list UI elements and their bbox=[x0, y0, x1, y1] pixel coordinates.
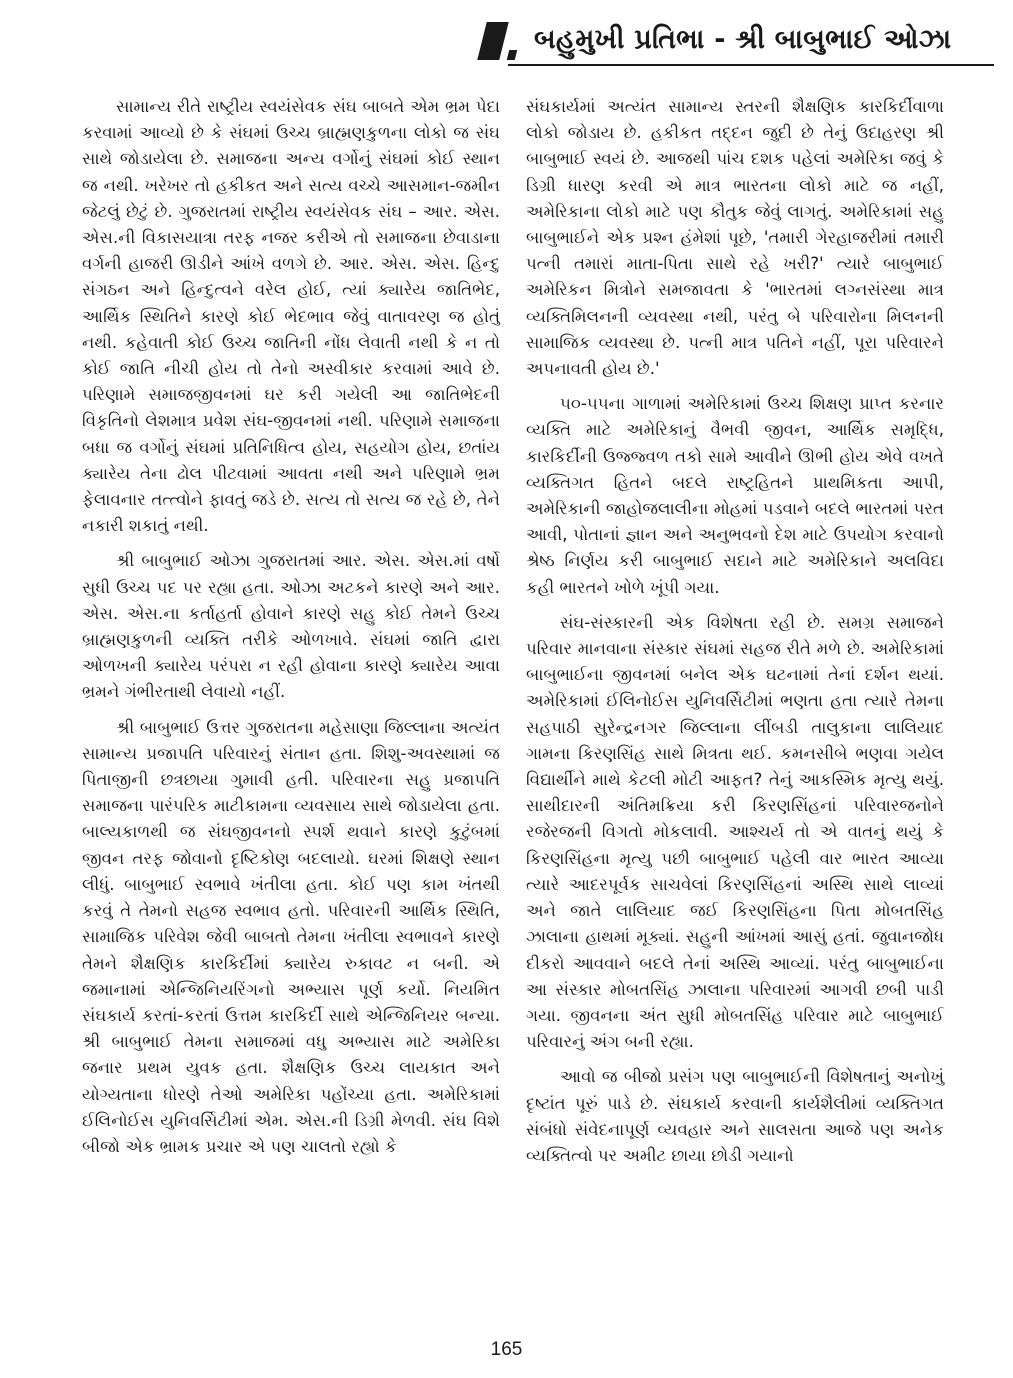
left-column bbox=[82, 94, 500, 1169]
paragraph: સંઘકાર્યમાં અત્યંત સામાન્ય સ્તરની શૈક્ષણિક કારકિર્દીવાળા લોકો જોડાય છે. હકીકત તદ્દન જુદી છે તેનું ઉદાહરણ શ્રી બાબુભાઈ સ્વયં છે. આજથી પાંચ દશક પહેલાં અમેરિકા જવું કે ડિગ્રી ધારણ કરવી એ માત્ર ભારતના લોકો માટે જ નહીં, અમેરિકાના લોકો માટે પણ કૌતુક જેવું લાગતું. અમેરિકામાં સહુ બાબુભાઈને એક પ્રશ્ન હંમેશાં પૂછે, 'તમારી ગેરહાજરીમાં તમારી પત્ની તમારાં માતા-પિતા સાથે રહે ખરી?' ત્યારે બાબુભાઈ અમેરિકન મિત્રોને સમજાવતા કે 'ભારતમાં લગ્નસંસ્થા માત્ર વ્યક્તિમિલનની વ્યવસ્થા નથી, પરંતુ બે પરિવારોના મિલનની સામાજિક વ્યવસ્થા છે. પત્ની માત્ર પતિને નહીં, પૂરા પરિવારને અપનાવતી હોય છે.' bbox=[526, 97, 944, 379]
paragraph: શ્રી બાબુભાઈ ઉત્તર ગુજરાતના મહેસાણા જિલ્લાના અત્યંત સામાન્ય પ્રજાપતિ પરિવારનું સંતાન હતા. શિશુ-અવસ્થામાં જ પિતાજીની છત્રછાયા ગુમાવી હતી. પરિવારના સહુ પ્રજાપતિ સમાજના પારંપરિક માટીકામના વ્યવસાય સાથે જોડાયેલા હતા. બાલ્યકાળથી જ સંઘજીવનનો સ્પર્શ થવાને કારણે કુટુંબમાં જીવન તરફ જોવાનો દૃષ્ટિકોણ બદલાયો. ઘરમાં શિક્ષણે સ્થાન લીધું. બાબુભાઈ સ્વભાવે ખંતીલા હતા. કોઈ પણ કામ ખંતથી કરવું તે તેમનો સહજ સ્વભાવ હતો. પરિવારની આર્થિક સ્થિતિ, સામાજિક પરિવેશ જેવી બાબતો તેમના ખંતીલા સ્વભાવને કારણે તેમને શૈક્ષણિક કારકિર્દીમાં ક્યારેય રુકાવટ ન બની. એ જમાનામાં એન્જિનિયરિંગનો અભ્યાસ પૂર્ણ કર્યો. નિયમિત સંઘકાર્ય કરતાં-કરતાં ઉત્તમ કારકિર્દી સાથે એન્જિનિયર બન્યા. શ્રી બાબુભાઈ તેમના સમાજમાં વધુ અભ્યાસ માટે અમેરિકા જનાર પ્રથમ યુવક હતા. શૈક્ષણિક ઉચ્ચ લાયકાત અને યોગ્યતાના ધોરણે તેઓ અમેરિકા પહોંચ્યા હતા. અમેરિકામાં ઈલિનોઈસ યુનિવર્સિટીમાં એમ. એસ.ની ડિગ્રી મેળવી. સંઘ વિશે બીજો એક ભ્રામક પ્રચાર એ પણ ચાલતો રહ્યો કે bbox=[82, 717, 500, 1156]
header-bar-mark-small bbox=[507, 50, 517, 60]
right-column bbox=[526, 94, 944, 1178]
running-header bbox=[478, 20, 998, 64]
paragraph: શ્રી બાબુભાઈ ઓઝા ગુજરાતમાં આર. એસ. એસ.માં વર્ષો સુધી ઉચ્ચ પદ પર રહ્યા હતા. ઓઝા અટકને કારણે અને આર. એસ. એસ.ના કર્તાહર્તા હોવાને કારણે સહુ કોઈ તેમને ઉચ્ચ બ્રાહ્મણકુળની વ્યક્તિ તરીકે ઓળખાવે. સંઘમાં જાતિ દ્વારા ઓળખની ક્યારેય પરંપરા ન રહી હોવાના કારણે ક્યારેય આવા ભ્રમને ગંભીરતાથી લેવાયો નહીં. bbox=[82, 551, 500, 702]
header-rule bbox=[508, 64, 994, 66]
header-bar-mark bbox=[477, 22, 508, 60]
paragraph: આવો જ બીજો પ્રસંગ પણ બાબુભાઈની વિશેષતાનું અનોખું દૃષ્ટાંત પૂરું પાડે છે. સંઘકાર્ય કરવાની કાર્યશૈલીમાં વ્યક્તિગત સંબંધો સંવેદનાપૂર્ણ વ્યવહાર અને સાલસતા આજે પણ અનેક વ્યક્તિત્વો પર અમીટ છાયા છોડી ગયાનો bbox=[526, 1067, 944, 1165]
paragraph: સામાન્ય રીતે રાષ્ટ્રીય સ્વયંસેવક સંઘ બાબતે એમ ભ્રમ પેદા કરવામાં આવ્યો છે કે સંઘમાં ઉચ્ચ બ્રાહ્મણકુળના લોકો જ સંઘ સાથે જોડાયેલા છે. સમાજના અન્ય વર્ગોનું સંઘમાં કોઈ સ્થાન જ નથી. ખરેખર તો હકીકત અને સત્ય વચ્ચે આસમાન-જમીન જેટલું છેટું છે. ગુજરાતમાં રાષ્ટ્રીય સ્વયંસેવક સંઘ – આર. એસ. એસ.ની વિકાસયાત્રા તરફ નજર કરીએ તો સમાજના છેવાડાના વર્ગની હાજરી ઊડીને આંખે વળગે છે. આર. એસ. એસ. હિન્દુ સંગઠન અને હિન્દુત્વને વરેલ હોઈ, ત્યાં ક્યારેય જાતિભેદ, આર્થિક સ્થિતિને કારણે કોઈ ભેદભાવ જેવું વાતાવરણ જ હોતું નથી. કહેવાતી કોઈ ઉચ્ચ જાતિની નોંધ લેવાતી નથી કે ન તો કોઈ જાતિ નીચી હોય તો તેનો અસ્વીકાર કરવામાં આવે છે. પરિણામે સમાજજીવનમાં ઘર કરી ગયેલી આ જાતિભેદની વિકૃતિનો લેશમાત્ર પ્રવેશ સંઘ-જીવનમાં નથી. પરિણામે સમાજના બધા જ વર્ગોનું સંઘમાં પ્રતિનિધિત્વ હોય, સહયોગ હોય, છતાંય ક્યારેય તેના ઢોલ પીટવામાં આવતા નથી અને પરિણામે ભ્રમ ફેલાવનાર તત્ત્વોને ફાવતું જડે છે. સત્ય તો સત્ય જ રહે છે, તેને નકારી શકાતું નથી. bbox=[82, 97, 500, 536]
paragraph: ૫૦-૫૫ના ગાળામાં અમેરિકામાં ઉચ્ચ શિક્ષણ પ્રાપ્ત કરનાર વ્યક્તિ માટે અમેરિકાનું વૈભવી જીવન, આર્થિક સમૃદ્ધિ, કારકિર્દીની ઉજ્જ્વળ તકો સામે આવીને ઊભી હોય એવે વખતે વ્યક્તિગત હિતને બદલે રાષ્ટ્રહિતને પ્રાથમિકતા આપી, અમેરિકાની જાહોજલાલીના મોહમાં પડવાને બદલે ભારતમાં પરત આવી, પોતાનાં જ્ઞાન અને અનુભવનો દેશ માટે ઉપયોગ કરવાનો શ્રેષ્ઠ નિર્ણય કરી બાબુભાઈ સદાને માટે અમેરિકાને અલવિદા કહી ભારતને ખોળે ખૂંપી ગયા. bbox=[526, 394, 944, 597]
header-title: બહુમુખી પ્રતિભા - શ્રી બાબુભાઈ ઓઝા bbox=[534, 24, 952, 55]
page-number: 165 bbox=[490, 1339, 523, 1360]
paragraph: સંઘ-સંસ્કારની એક વિશેષતા રહી છે. સમગ્ર સમાજને પરિવાર માનવાના સંસ્કાર સંઘમાં સહજ રીતે મળે છે. અમેરિકામાં બાબુભાઈના જીવનમાં બનેલ એક ઘટનામાં તેનાં દર્શન થયાં. અમેરિકામાં ઈલિનોઈસ યુનિવર્સિટીમાં ભણતા હતા ત્યારે તેમના સહપાઠી સુરેન્દ્રનગર જિલ્લાના લીંબડી તાલુકાના લાલિયાદ ગામના કિરણસિંહ સાથે મિત્રતા થઈ. કમનસીબે ભણવા ગયેલ વિદ્યાર્થીને માથે કેટલી મોટી આફત? તેનું આકસ્મિક મૃત્યુ થયું. સાથીદારની અંતિમક્રિયા કરી કિરણસિંહનાં પરિવારજનોને રજેરજની વિગતો મોકલાવી. આશ્ચર્ય તો એ વાતનું થયું કે કિરણસિંહના મૃત્યુ પછી બાબુભાઈ પહેલી વાર ભારત આવ્યા ત્યારે આદરપૂર્વક સાચવેલાં કિરણસિંહનાં અસ્થિ સાથે લાવ્યાં અને જાતે લાલિયાદ જઈ કિરણસિંહના પિતા મોબતસિંહ ઝાલાના હાથમાં મૂક્યાં. સહુની આંખમાં આસું હતાં. જુવાનજોધ દીકરો આવવાને બદલે તેનાં અસ્થિ આવ્યાં. પરંતુ બાબુભાઈના આ સંસ્કાર મોબતસિંહ ઝાલાના પરિવારમાં આગવી છબી પાડી ગયા. જીવનના અંત સુધી મોબતસિંહ પરિવાર માટે બાબુભાઈ પરિવારનું અંગ બની રહ્યા. bbox=[526, 612, 944, 1052]
